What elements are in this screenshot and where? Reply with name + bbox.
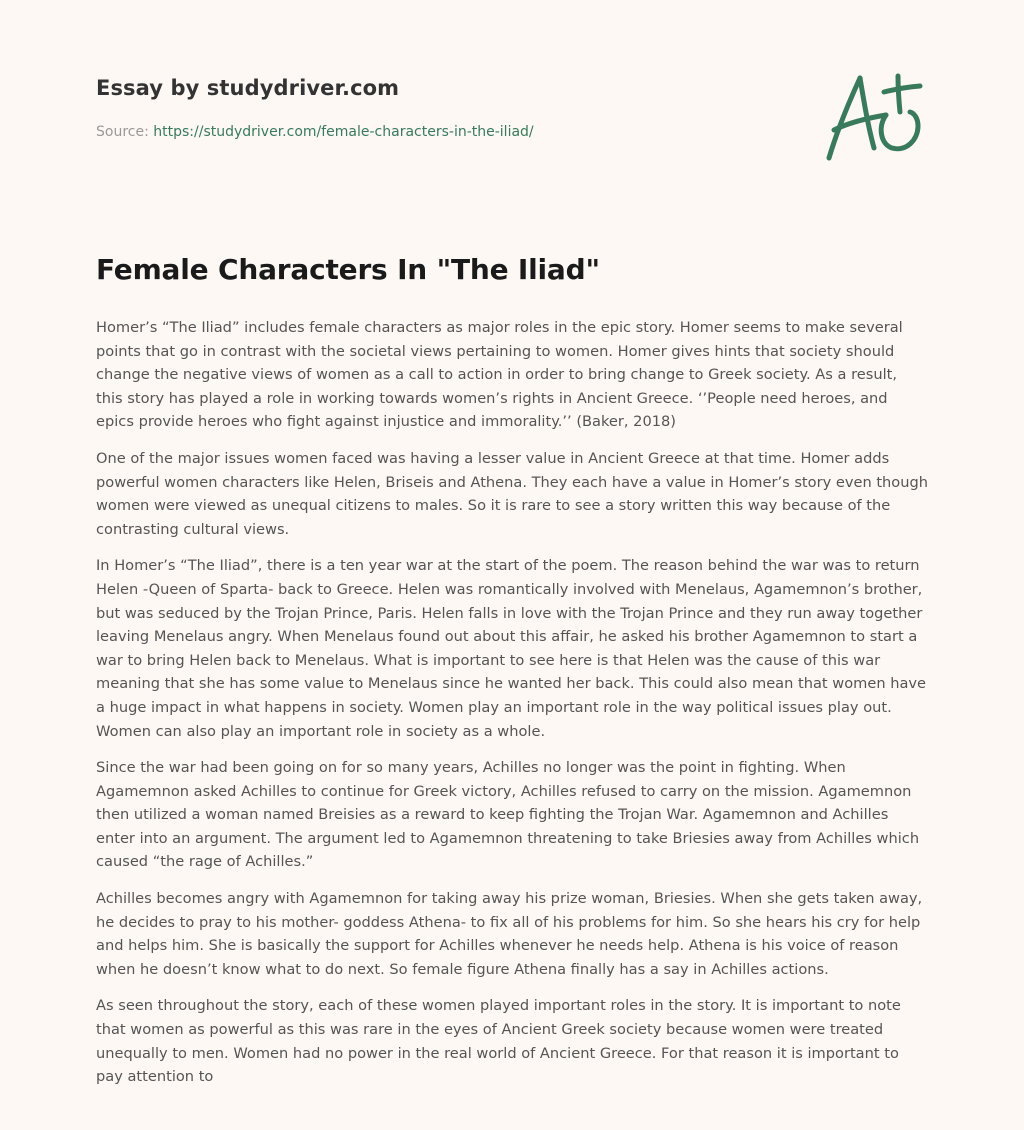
essay-title: Female Characters In "The Iliad" (96, 253, 600, 286)
a-plus-logo-icon (820, 66, 930, 166)
source-label: Source: (96, 124, 154, 140)
source-link[interactable]: https://studydriver.com/female-characters-in-the-iliad/ (153, 124, 534, 140)
essay-paragraph: Achilles becomes angry with Agamemnon for taking away his prize woman, Briesies. When she gets taken away, he decides to pray to his mother- goddess Athena- to fix all of his problems for him. So she hears his cry for help and helps him. She is basically the support for Achilles whenever he needs help. Athena is his voice of reason when he doesn’t know what to do next. So female figure Athena finally has a say in Achilles actions. (96, 890, 923, 978)
source-line (96, 124, 534, 140)
essay-paragraph: As seen throughout the story, each of these women played important roles in the story. It is important to note that women as powerful as this was rare in the eyes of Ancient Greek society because women were treated unequally to men. Women had no power in the real world of Ancient Greece. For that reason it is important to pay attention to (96, 997, 901, 1086)
essay-body (96, 316, 928, 1102)
essay-paragraph: In Homer’s “The Iliad”, there is a ten year war at the start of the poem. The reason behind the war was to return Helen -Queen of Sparta- back to Greece. Helen was romantically involved with Menelaus, Agamemnon’s brother, but was seduced by the Trojan Prince, Paris. Helen falls in love with the Trojan Prince and they run away together leaving Menelaus angry. When Menelaus found out about this affair, he asked his brother Agamemnon to start a war to bring Helen back to Menelaus. What is important to see here is that Helen was the cause of this war meaning that she has some value to Menelaus since he wanted her back. This could also mean that women have a huge impact in what happens in society. Women play an important role in the way political issues play out. Women can also play an important role in society as a whole. (96, 557, 927, 740)
essay-paragraph: One of the major issues women faced was having a lesser value in Ancient Greece at that time. Homer adds powerful women characters like Helen, Briseis and Athena. They each have a value in Homer’s story even though women were viewed as unequal citizens to males. So it is rare to see a story written this way because of the contrasting cultural views. (96, 449, 928, 538)
site-brand: Essay by studydriver.com (96, 76, 400, 100)
essay-paragraph: Since the war had been going on for so many years, Achilles no longer was the point in fighting. When Agamemnon asked Achilles to continue for Greek victory, Achilles refused to carry on the mission. Agamemnon then utilized a woman named Breisies as a reward to keep fighting the Trojan War. Agamemnon and Achilles enter into an argument. The argument led to Agamemnon threatening to take Briesies away from Achilles which caused “the rage of Achilles.” (96, 759, 920, 871)
essay-paragraph: Homer’s “The Iliad” includes female characters as major roles in the epic story. Homer seems to make several points that go in contrast with the societal views pertaining to women. Homer gives hints that society should change the negative views of women as a call to action in order to bring change to Greek society. As a result, this story has played a role in working towards women’s rights in Ancient Greece. ‘’People need heroes, and epics provide heroes who fight against injustice and immorality.’’ (Baker, 2018) (96, 319, 903, 431)
